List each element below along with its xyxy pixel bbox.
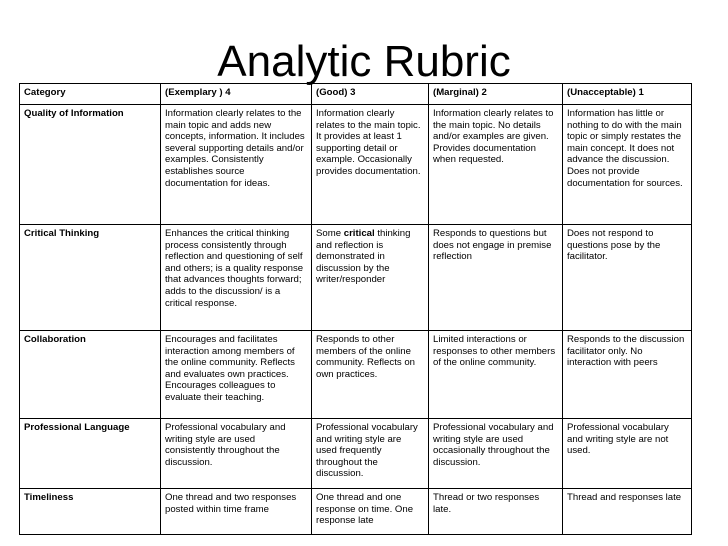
header-cell: (Good) 3	[312, 84, 429, 105]
criteria-cell: Information clearly relates to the main topic and adds new concepts, information. It includes several supporting details and/or examples. Consistently establishes source documentation for ideas.	[161, 105, 312, 225]
criteria-cell: Thread and responses late	[563, 489, 692, 535]
criteria-cell: Responds to questions but does not engage in premise reflection	[429, 225, 563, 331]
criteria-cell: Thread or two responses late.	[429, 489, 563, 535]
category-cell: Collaboration	[20, 331, 161, 419]
category-cell: Timeliness	[20, 489, 161, 535]
criteria-cell: Professional vocabulary and writing style are used frequently throughout the discussion.	[312, 419, 429, 489]
emphasis-word: critical	[343, 228, 375, 239]
category-cell: Quality of Information	[20, 105, 161, 225]
criteria-cell: Professional vocabulary and writing style are used consistently throughout the discussion.	[161, 419, 312, 489]
criteria-cell	[312, 225, 429, 331]
criteria-cell: Professional vocabulary and writing style are not used.	[563, 419, 692, 489]
criteria-cell: Professional vocabulary and writing style are used occasionally throughout the discussion.	[429, 419, 563, 489]
page-title: Analytic Rubric	[217, 37, 511, 86]
category-cell: Critical Thinking	[20, 225, 161, 331]
table-row	[20, 489, 692, 535]
critical-emphasis-cell: Some critical thinking and reflection is demonstrated in discussion by the writer/responder	[316, 228, 411, 286]
criteria-cell: Responds to other members of the online community. Reflects on own practices.	[312, 331, 429, 419]
rubric-table	[19, 83, 692, 535]
criteria-cell: Information has little or nothing to do with the main topic or simply restates the main concept. It does not advance the discussion. Does not provide documentation for sources.	[563, 105, 692, 225]
criteria-cell: Enhances the critical thinking process consistently through reflection and questioning of self and others; is a quality response that advances thoughts forward; adds to the discussion/ is a critical response.	[161, 225, 312, 331]
header-cell: Category	[20, 84, 161, 105]
criteria-cell: Information clearly relates to the main topic. It provides at least 1 supporting detail or example. Occasionally provides documentation.	[312, 105, 429, 225]
table-row	[20, 225, 692, 331]
table-row	[20, 331, 692, 419]
criteria-cell: Encourages and facilitates interaction among members of the online community. Reflects and evaluates own practices. Encourages colleagues to evaluate their teaching.	[161, 331, 312, 419]
criteria-cell: Limited interactions or responses to other members of the online community.	[429, 331, 563, 419]
header-row	[20, 84, 692, 105]
criteria-cell: Information clearly relates to the main topic. No details and/or examples are given. Provides documentation when requested.	[429, 105, 563, 225]
header-cell: (Marginal) 2	[429, 84, 563, 105]
criteria-cell: Does not respond to questions pose by the facilitator.	[563, 225, 692, 331]
header-cell: (Unacceptable) 1	[563, 84, 692, 105]
table-row	[20, 105, 692, 225]
criteria-cell: Responds to the discussion facilitator only. No interaction with peers	[563, 331, 692, 419]
table-row	[20, 419, 692, 489]
header-cell: (Exemplary ) 4	[161, 84, 312, 105]
criteria-cell: One thread and one response on time. One response late	[312, 489, 429, 535]
category-cell: Professional Language	[20, 419, 161, 489]
criteria-cell: One thread and two responses posted within time frame	[161, 489, 312, 535]
